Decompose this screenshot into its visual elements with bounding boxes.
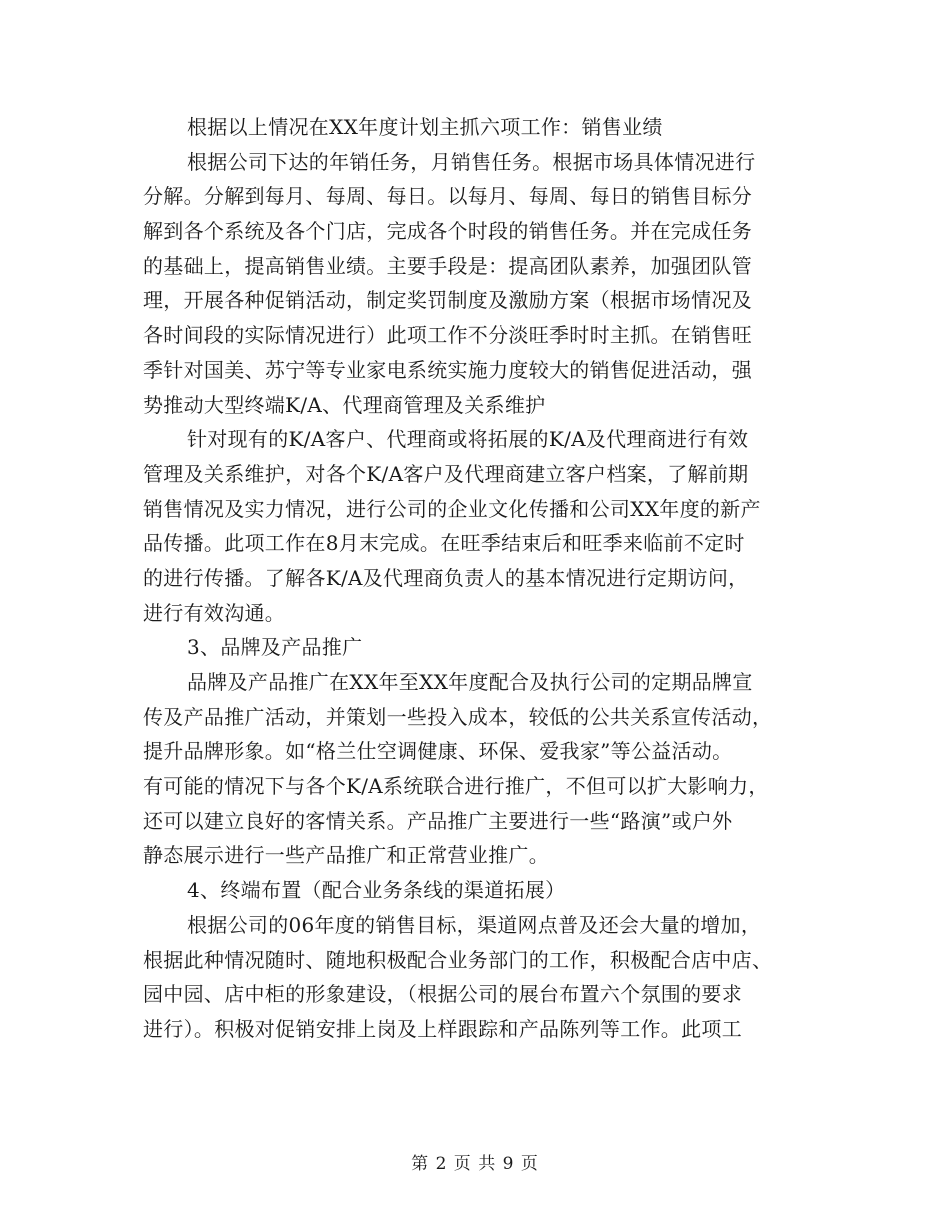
text-line: 销售情况及实力情况，进行公司的企业文化传播和公司XX年度的新产 <box>143 496 761 521</box>
text-line: 根据此种情况随时、随地积极配合业务部门的工作，积极配合店中店、 <box>143 947 773 972</box>
text-line: 静态展示进行一些产品推广和正常营业推广。 <box>143 843 549 868</box>
text-line: 的基础上，提高销售业绩。主要手段是：提高团队素养，加强团队管 <box>143 253 752 278</box>
text-line: 品传播。此项工作在8月末完成。在旺季结束后和旺季来临前不定时 <box>143 531 745 556</box>
text-line: 分解。分解到每月、每周、每日。以每月、每周、每日的销售目标分 <box>143 184 752 209</box>
text-line: 根据公司的06年度的销售目标，渠道网点普及还会大量的增加， <box>187 912 762 937</box>
text-line: 管理及关系维护，对各个K/A客户及代理商建立客户档案，了解前期 <box>143 461 749 486</box>
text-line: 根据公司下达的年销任务，月销售任务。根据市场具体情况进行 <box>187 149 756 174</box>
text-line: 品牌及产品推广在XX年至XX年度配合及执行公司的定期品牌宣 <box>187 670 753 694</box>
text-line: 季针对国美、苏宁等专业家电系统实施力度较大的销售促进活动，强 <box>143 357 752 382</box>
text-line: 解到各个系统及各个门店，完成各个时段的销售任务。并在完成任务 <box>143 219 752 244</box>
page-footer: 第 2 页 共 9 页 <box>411 1154 539 1174</box>
text-line: 进行）。积极对促销安排上岗及上样跟踪和产品陈列等工作。此项工 <box>143 1016 742 1041</box>
text-line: 势推动大型终端K/A、代理商管理及关系维护 <box>143 392 546 417</box>
text-line: 4、终端布置（配合业务条线的渠道拓展） <box>187 878 566 903</box>
text-line: 3、品牌及产品推广 <box>187 635 363 660</box>
text-line: 理，开展各种促销活动，制定奖罚制度及激励方案（根据市场情况及 <box>143 288 752 313</box>
text-line: 进行有效沟通。 <box>143 600 286 625</box>
text-line: 各时间段的实际情况进行）此项工作不分淡旺季时时主抓。在销售旺 <box>143 323 752 348</box>
text-line: 针对现有的K/A客户、代理商或将拓展的K/A及代理商进行有效 <box>187 427 749 452</box>
text-line: 还可以建立良好的客情关系。产品推广主要进行一些“路演”或户外 <box>143 808 733 833</box>
text-line: 有可能的情况下与各个K/A系统联合进行推广，不但可以扩大影响力， <box>143 774 769 799</box>
document-body <box>143 110 813 1047</box>
text-line: 园中园、店中柜的形象建设，（根据公司的展台布置六个氛围的要求 <box>143 982 742 1007</box>
text-line: 的进行传播。了解各K/A及代理商负责人的基本情况进行定期访问， <box>143 565 749 590</box>
text-line: 根据以上情况在XX年度计划主抓六项工作：销售业绩 <box>187 115 663 139</box>
text-line: 传及产品推广活动，并策划一些投入成本，较低的公共关系宣传活动， <box>143 704 773 729</box>
text-line: 提升品牌形象。如“格兰仕空调健康、环保、爱我家”等公益活动。 <box>143 739 733 764</box>
